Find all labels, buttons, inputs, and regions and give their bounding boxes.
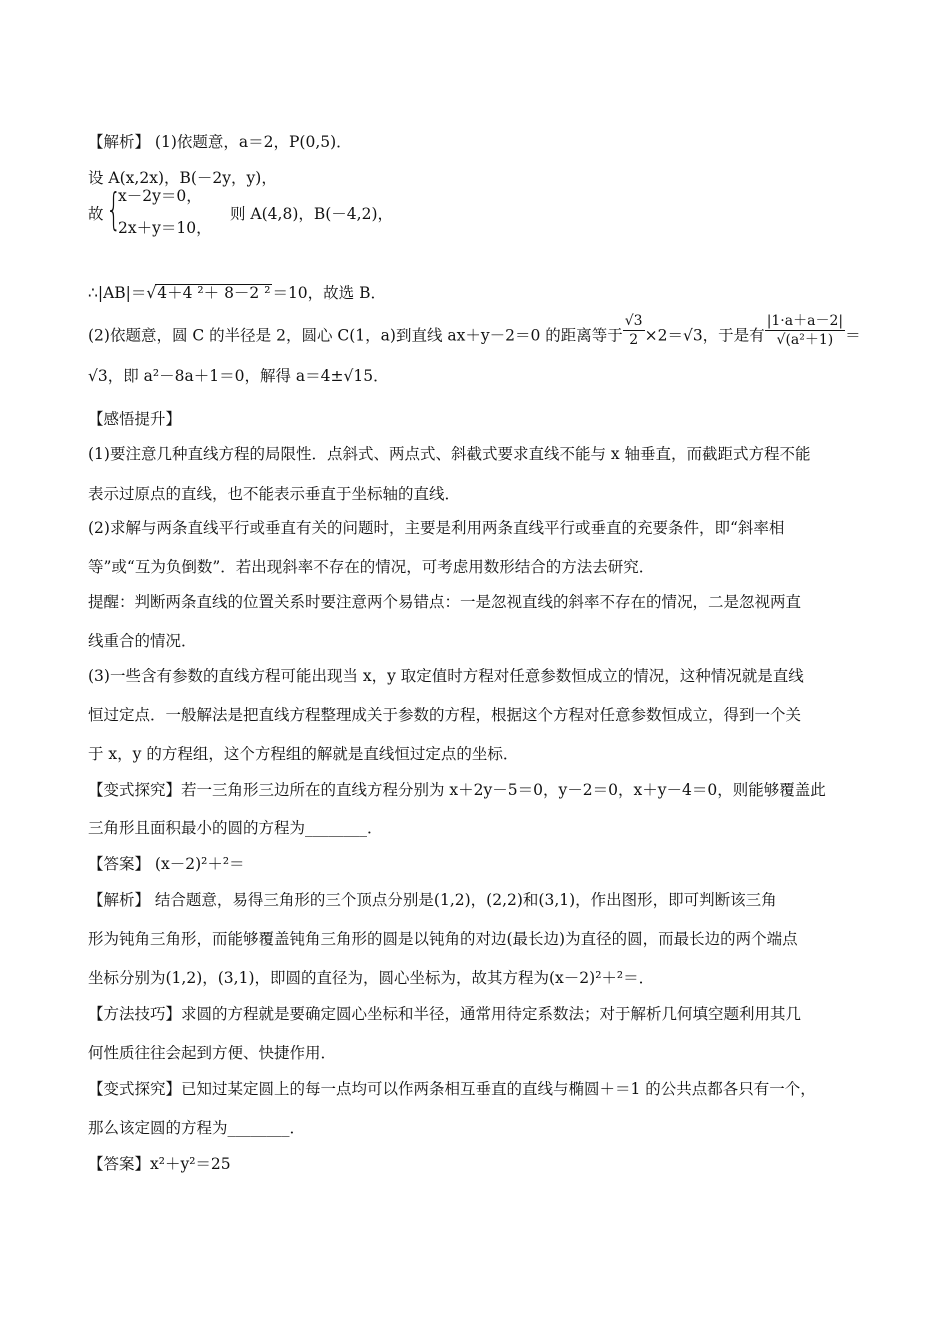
insight-line-5: (3)一些含有参数的直线方程可能出现当 x，y 取定值时方程对任意参数恒成立的情况，这种情况就是直线 — [88, 667, 804, 685]
analysis-line-2: 设 A(x,2x)，B(－2y，y)， — [88, 169, 277, 187]
radicand: 4＋4 ²＋ 8－2 ² — [157, 284, 271, 302]
answer-1: 【答案】 (x－2)²＋²＝ — [88, 855, 245, 873]
analysis-line-1: 【解析】 (1)依题意，a＝2，P(0,5)． — [88, 133, 352, 151]
analysis-2-line-3: 坐标分别为(1,2)，(3,1)，即圆的直径为，圆心坐标为，故其方程为(x－2)²＋²＝． — [88, 969, 655, 987]
section-heading-insight: 【感悟提升】 — [88, 410, 182, 428]
fraction-sqrt3-over-2 — [623, 312, 645, 349]
system-equation-2: 2x＋y＝10， — [118, 219, 212, 237]
variant-question-1-line-1: 【变式探究】若一三角形三边所在的直线方程分别为 x＋2y－5＝0，y－2＝0，x＋y－4＝0，则能够覆盖此 — [88, 781, 826, 799]
reminder-line-1: 提醒：判断两条直线的位置关系时要注意两个易错点：一是忽视直线的斜率不存在的情况，二是忽视两直 — [88, 593, 802, 611]
fraction-numerator: |1·a＋a－2| — [766, 313, 844, 329]
part2-end: ＝ — [845, 326, 861, 345]
left-brace-icon: { — [106, 184, 122, 235]
fraction-denominator: √(a²＋1) — [776, 332, 834, 348]
insight-line-2: 表示过原点的直线，也不能表示垂直于坐标轴的直线． — [88, 485, 461, 503]
radical-icon: √ — [146, 284, 157, 302]
fraction-distance — [765, 312, 845, 349]
insight-line-3: (2)求解与两条直线平行或垂直有关的问题时，主要是利用两条直线平行或垂直的充要条件，即“斜率相 — [88, 519, 785, 537]
variant-question-2-line-2: 那么该定圆的方程为________． — [88, 1119, 306, 1137]
distance-result: ＝10，故选 B． — [272, 284, 386, 302]
method-tips-line-1: 【方法技巧】求圆的方程就是要确定圆心坐标和半径，通常用待定系数法；对于解析几何填空题利用其几 — [88, 1005, 802, 1023]
fraction-denominator: 2 — [629, 332, 639, 348]
variant-question-1-line-2: 三角形且面积最小的圆的方程为________． — [88, 819, 383, 837]
insight-line-1: (1)要注意几种直线方程的局限性．点斜式、两点式、斜截式要求直线不能与 x 轴垂直，而截距式方程不能 — [88, 445, 811, 463]
answer-2: 【答案】x²＋y²＝25 — [88, 1155, 231, 1173]
variant-question-2-line-1: 【变式探究】已知过某定圆上的每一点均可以作两条相互垂直的直线与椭圆＋＝1 的公共点都各只有一个， — [88, 1080, 816, 1098]
part2-text: (2)依题意，圆 C 的半径是 2，圆心 C(1，a)到直线 ax＋y－2＝0 的距离等于 — [88, 326, 623, 345]
analysis-part-2-line — [88, 313, 861, 358]
method-tips-line-2: 何性质往往会起到方便、快捷作用． — [88, 1044, 337, 1062]
analysis-2-line-1: 【解析】 结合题意，易得三角形的三个顶点分别是(1,2)，(2,2)和(3,1)，作出图形，即可判断该三角 — [88, 891, 777, 909]
distance-line — [88, 283, 386, 303]
system-result: 则 A(4,8)，B(－4,2)， — [230, 205, 394, 223]
reminder-line-2: 线重合的情况． — [88, 632, 197, 650]
system-equation-1: x－2y＝0， — [118, 187, 202, 205]
insight-line-4: 等”或“互为负倒数”．若出现斜率不存在的情况，可考虑用数形结合的方法去研究． — [88, 558, 655, 576]
analysis-2-line-2: 形为钝角三角形，而能够覆盖钝角三角形的圆是以钝角的对边(最长边)为直径的圆，而最长边的两个端点 — [88, 930, 798, 948]
analysis-line-6: √3，即 a²－8a＋1＝0，解得 a＝4±√15． — [88, 367, 389, 385]
insight-line-6: 恒过定点．一般解法是把直线方程整理成关于参数的方程，根据这个方程对任意参数恒成立，得到一个关 — [88, 706, 802, 724]
part2-mid: ×2＝√3，于是有 — [644, 326, 765, 345]
insight-line-7: 于 x，y 的方程组，这个方程组的解就是直线恒过定点的坐标． — [88, 745, 519, 763]
distance-prefix: ∴|AB|＝ — [88, 284, 147, 302]
fraction-numerator: √3 — [624, 313, 643, 329]
system-prefix: 故 — [88, 205, 104, 223]
